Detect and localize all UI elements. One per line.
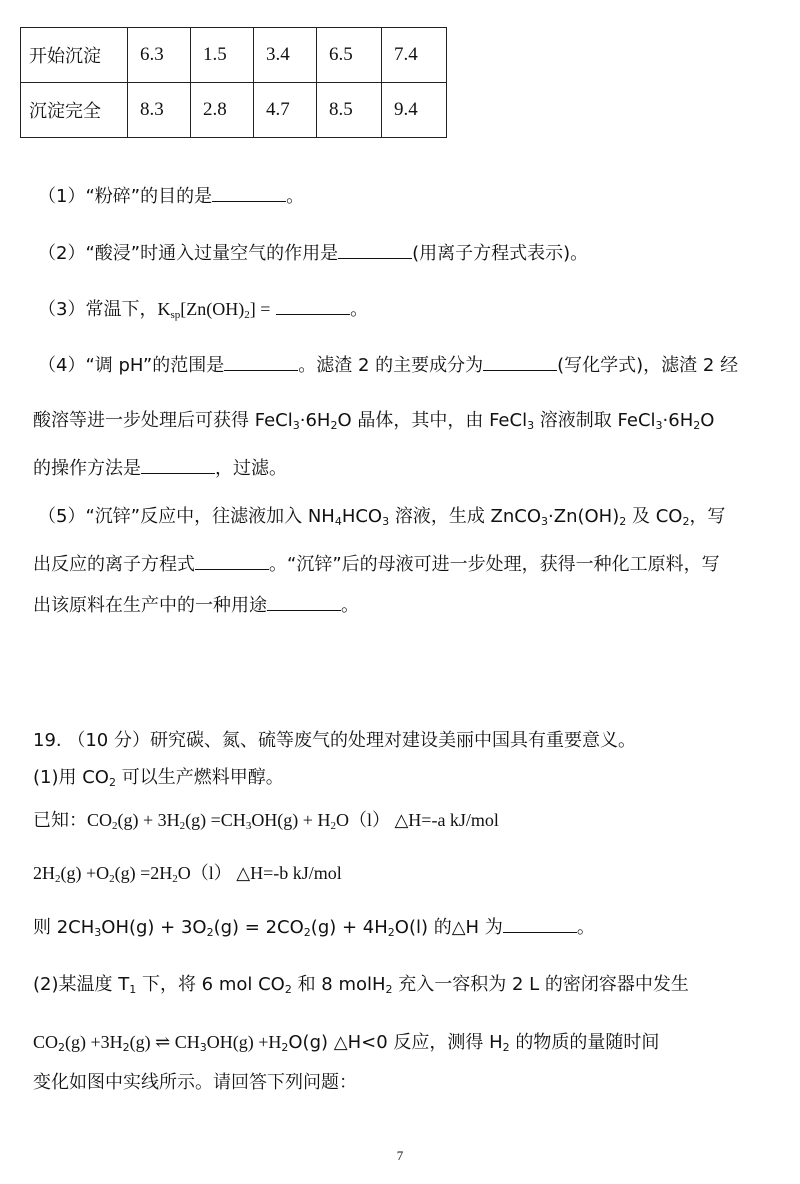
- formula-text: CO: [33, 1032, 59, 1052]
- known-equation-2: [33, 860, 780, 892]
- question-19-part-2-line-2: [33, 1029, 780, 1061]
- question-text: （1）“粉碎”的目的是: [38, 186, 213, 207]
- formula-text: 2H: [33, 863, 55, 883]
- question-text: 及 CO: [626, 506, 683, 527]
- table-cell: 8.3: [128, 83, 191, 138]
- subscript: 3: [94, 926, 102, 939]
- question-text: 出该原料在生产中的一种用途: [33, 595, 267, 616]
- formula-text: O（l） △H=-b kJ/mol: [177, 863, 342, 883]
- answer-blank[interactable]: [267, 594, 341, 611]
- formula-text: 则 2CH: [33, 917, 95, 938]
- subscript: 2: [109, 873, 115, 885]
- subscript: 2: [387, 926, 395, 939]
- question-text: 。: [286, 186, 305, 207]
- subscript: 2: [58, 1041, 66, 1054]
- question-text: ·6H: [662, 410, 694, 431]
- question-text: ，写: [689, 506, 726, 527]
- formula-text: (g) ⇌ CH: [129, 1032, 200, 1052]
- formula-text: (g) =CH: [185, 810, 246, 830]
- table-cell: 7.4: [382, 28, 447, 83]
- question-text: O 晶体，其中，由 FeCl: [337, 410, 528, 431]
- question-text: 。: [576, 917, 595, 938]
- question-18-part-5-line-3: [33, 593, 780, 619]
- subscript: 2: [502, 1041, 510, 1054]
- question-19-part-2-line-1: [33, 972, 780, 1003]
- question-text: （3）常温下，: [38, 299, 158, 320]
- question-text: 下，将 6 mol CO: [136, 974, 285, 995]
- table-row-label: 沉淀完全: [21, 83, 128, 138]
- subscript: 2: [179, 820, 186, 832]
- subscript: 2: [330, 820, 336, 832]
- formula-text: O（l） △H=-a kJ/mol: [335, 810, 499, 830]
- subscript: 3: [292, 419, 300, 432]
- page-number: 7: [396, 1148, 404, 1163]
- question-text: O: [700, 410, 715, 431]
- question-text: 溶液制取 FeCl: [534, 410, 656, 431]
- table-cell: 2.8: [191, 83, 254, 138]
- subscript: 2: [206, 926, 214, 939]
- table-cell: 8.5: [317, 83, 382, 138]
- question-18-part-4-line-1: [38, 353, 780, 379]
- question-text: 可以生产燃料甲醇。: [115, 767, 284, 788]
- table-cell: 9.4: [382, 83, 447, 138]
- subscript: sp: [170, 309, 181, 321]
- question-text: (1)用 CO: [33, 767, 109, 788]
- question-text: ，过滤。: [215, 458, 287, 479]
- question-text: (2)某温度 T: [33, 974, 130, 995]
- formula-text: (g) +3H: [65, 1032, 123, 1052]
- question-text: （4）“调 pH”的范围是: [38, 355, 225, 376]
- question-text: 和 8 molH: [291, 974, 386, 995]
- ksp-expression: [157, 299, 270, 319]
- subscript: 2: [112, 820, 118, 832]
- table-cell: 3.4: [254, 28, 317, 83]
- ksp-symbol: K: [157, 299, 171, 319]
- formula-text: OH(g) + H: [251, 810, 331, 830]
- answer-blank[interactable]: [276, 298, 350, 315]
- answer-blank[interactable]: [212, 185, 286, 202]
- subscript: 2: [693, 419, 701, 432]
- question-text: 。“沉锌”后的母液可进一步处理，获得一种化工原料，写: [269, 554, 720, 575]
- question-18-part-5-line-2: [33, 552, 780, 578]
- question-18-part-4-line-3: [33, 456, 780, 482]
- table-cell: 4.7: [254, 83, 317, 138]
- subscript: 3: [527, 419, 535, 432]
- formula-text: (g) =2H: [114, 863, 173, 883]
- known-equation-1: [33, 807, 780, 839]
- subscript: 2: [281, 1041, 289, 1054]
- question-19-part-2-line-3: [33, 1070, 780, 1096]
- subscript: 2: [284, 983, 292, 996]
- question-text: HCO: [341, 506, 383, 527]
- question-text: (写化学式)，滤渣 2 经: [557, 355, 739, 376]
- subscript: 3: [655, 419, 663, 432]
- formula-text: (g) + 4H: [310, 917, 388, 938]
- question-text: （2）“酸浸”时通入过量空气的作用是: [38, 243, 339, 264]
- question-text: 的操作方法是: [33, 458, 141, 479]
- question-text: 已知：: [33, 810, 87, 831]
- question-text: O(g) △H<0 反应，测得 H: [288, 1032, 503, 1053]
- question-text: 。滤渣 2 的主要成分为: [298, 355, 484, 376]
- question-text: 变化如图中实线所示。请回答下列问题：: [33, 1072, 357, 1093]
- question-text: ·Zn(OH): [548, 506, 620, 527]
- question-text: 溶液，生成 ZnCO: [389, 506, 542, 527]
- question-text: (用离子方程式表示)。: [412, 243, 589, 264]
- table-cell: 6.5: [317, 28, 382, 83]
- formula-text: CO: [87, 810, 113, 830]
- question-18-part-1: [38, 184, 780, 210]
- subscript: 2: [108, 776, 116, 789]
- question-18-part-2: [38, 241, 780, 267]
- equation: [87, 810, 499, 830]
- answer-blank[interactable]: [195, 553, 269, 570]
- table-cell: 1.5: [191, 28, 254, 83]
- question-18-part-3: [38, 296, 780, 328]
- formula-text: (g) = 2CO: [213, 917, 304, 938]
- answer-blank[interactable]: [503, 916, 577, 933]
- subscript: 2: [172, 873, 178, 885]
- question-text: 。: [350, 299, 369, 320]
- subscript: 2: [330, 419, 338, 432]
- question-text: 19. （10 分）研究碳、氮、硫等废气的处理对建设美丽中国具有重要意义。: [33, 730, 636, 751]
- answer-blank[interactable]: [224, 354, 298, 371]
- table-row: [21, 28, 447, 83]
- question-18-part-4-line-2: [33, 408, 780, 439]
- answer-blank[interactable]: [483, 354, 557, 371]
- ph-range-table: [20, 27, 447, 138]
- subscript: 2: [385, 983, 393, 996]
- formula-text: O(l) 的△H 为: [394, 917, 503, 938]
- question-19-part-1: [33, 765, 780, 796]
- question-text: （5）“沉锌”反应中，往滤液加入 NH: [38, 506, 335, 527]
- table-row-label: 开始沉淀: [21, 28, 128, 83]
- question-text: 酸溶等进一步处理后可获得 FeCl: [33, 410, 293, 431]
- question-text: ·6H: [299, 410, 331, 431]
- formula-text: (g) + 3H: [117, 810, 180, 830]
- formula-text: (g) +O: [60, 863, 110, 883]
- question-text: 充入一容积为 2 L 的密闭容器中发生: [392, 974, 689, 995]
- formula-text: OH(g) +H: [206, 1032, 282, 1052]
- subscript: 3: [245, 820, 252, 832]
- question-text: 的物质的量随时间: [509, 1032, 660, 1053]
- formula-text: OH(g) + 3O: [101, 917, 207, 938]
- subscript: 2: [682, 515, 690, 528]
- question-18-part-5-line-1: [38, 504, 780, 535]
- answer-blank[interactable]: [141, 457, 215, 474]
- subscript: 2: [619, 515, 627, 528]
- subscript: 1: [129, 983, 137, 996]
- subscript: 3: [382, 515, 390, 528]
- subscript: 2: [55, 873, 61, 885]
- table-cell: 6.3: [128, 28, 191, 83]
- subscript: 2: [122, 1041, 130, 1054]
- question-19-title: [33, 728, 780, 754]
- question-text: 出反应的离子方程式: [33, 554, 195, 575]
- subscript: 2: [244, 309, 250, 321]
- table-row: [21, 83, 447, 138]
- answer-blank[interactable]: [338, 242, 412, 259]
- target-equation: [33, 915, 780, 946]
- formula-text: [Zn(OH): [180, 299, 245, 319]
- subscript: 4: [334, 515, 342, 528]
- question-text: 。: [341, 595, 359, 616]
- subscript: 2: [303, 926, 311, 939]
- formula-text: ] =: [249, 299, 271, 319]
- subscript: 3: [541, 515, 549, 528]
- subscript: 3: [199, 1041, 207, 1054]
